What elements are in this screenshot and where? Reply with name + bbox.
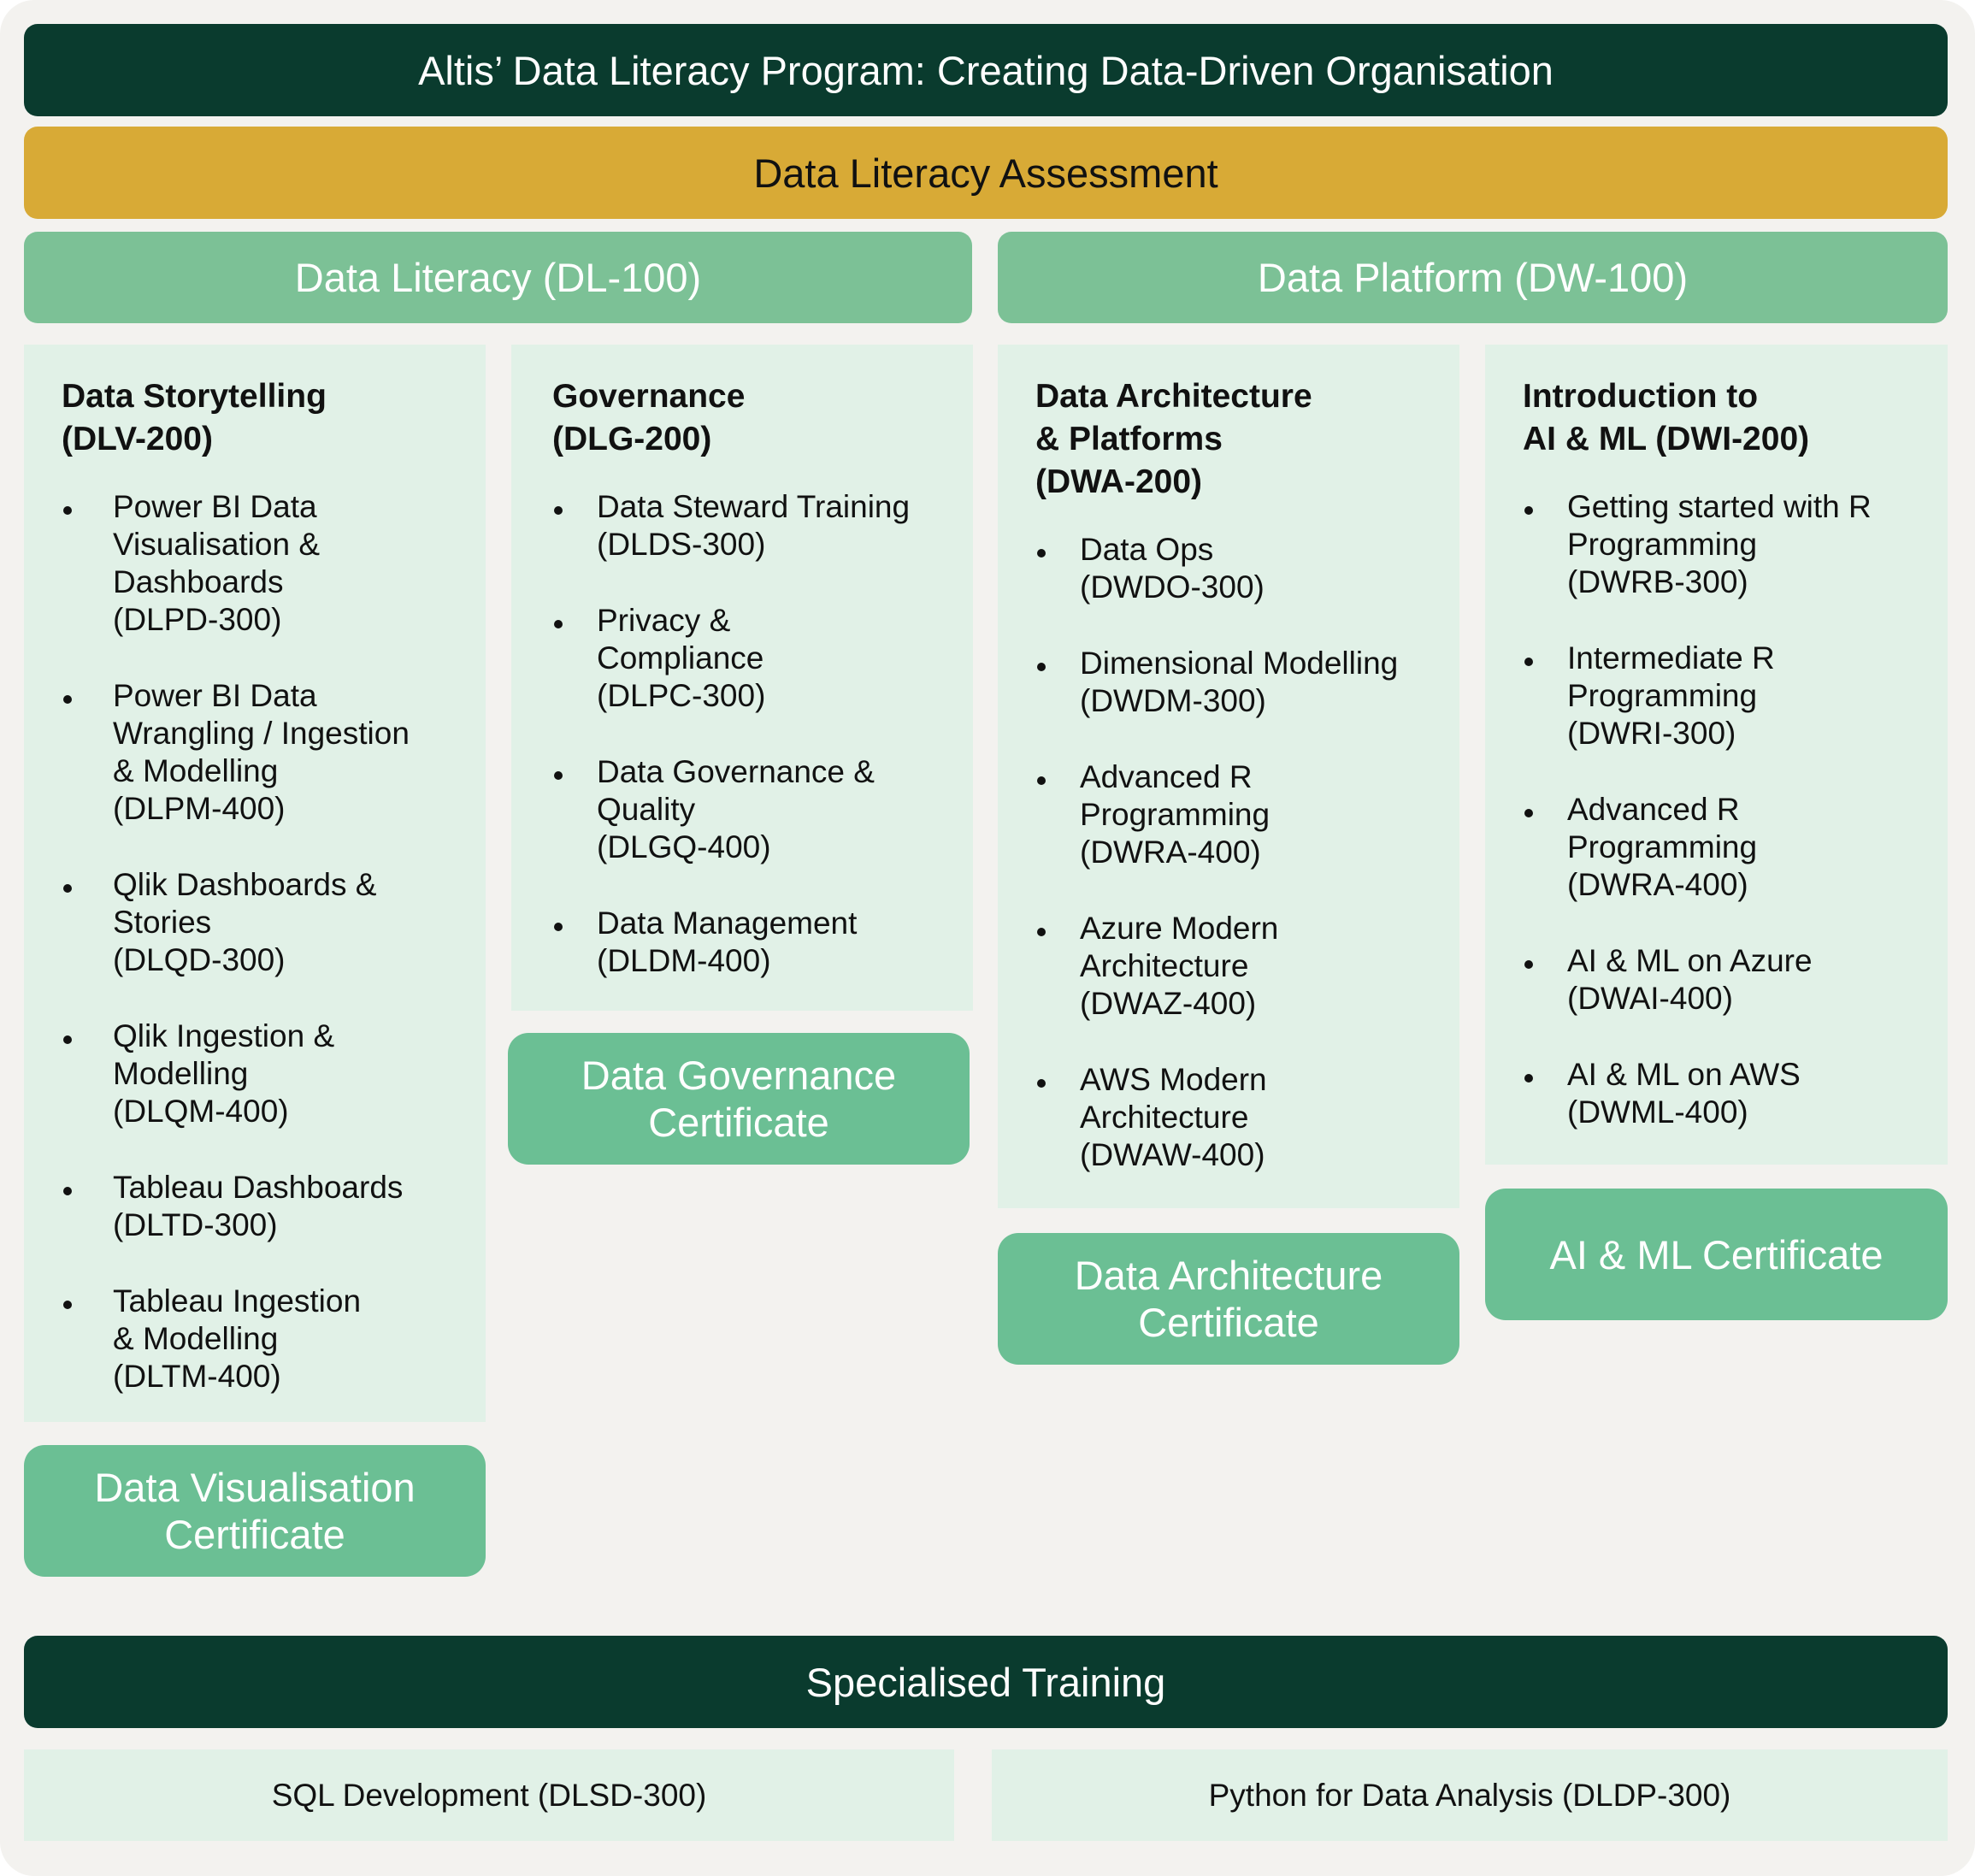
course-item [1035, 1061, 1436, 1174]
course-name: Qlik Ingestion & Modelling [113, 1018, 335, 1091]
course-name: Tableau Dashboards [113, 1170, 404, 1205]
course-item [1035, 910, 1436, 1023]
course-name: Data Ops [1080, 532, 1214, 567]
course-panel-ai-ml [1485, 345, 1948, 1165]
course-item [1523, 791, 1924, 904]
course-name: Azure Modern Architecture [1080, 911, 1279, 983]
course-code: (DWRA-400) [1567, 867, 1748, 902]
course-item [552, 753, 949, 866]
course-item [62, 488, 462, 639]
course-code: (DLDS-300) [597, 527, 766, 562]
course-name: Dimensional Modelling [1080, 646, 1399, 681]
module-title: Governance (DLG-200) [552, 378, 746, 457]
course-code: (DLGQ-400) [597, 829, 771, 864]
course-list [1523, 488, 1924, 1131]
course-item [62, 677, 462, 828]
specialised-course: SQL Development (DLSD-300) [24, 1749, 954, 1841]
course-item [62, 866, 462, 979]
course-code: (DWML-400) [1567, 1094, 1748, 1130]
course-item [552, 488, 949, 563]
course-name: AI & ML on AWS [1567, 1057, 1801, 1092]
course-name: AI & ML on Azure [1567, 943, 1813, 978]
course-name: Qlik Dashboards & Stories [113, 867, 377, 940]
course-code: (DWAW-400) [1080, 1137, 1265, 1172]
course-item [552, 905, 949, 980]
course-code: (DLTD-300) [113, 1207, 278, 1242]
assessment-banner: Data Literacy Assessment [24, 127, 1948, 219]
course-item [1035, 645, 1436, 720]
module-title: Data Storytelling (DLV-200) [62, 378, 327, 457]
course-panel-storytelling [24, 345, 486, 1422]
course-list [552, 488, 949, 980]
course-name: Advanced R Programming [1567, 792, 1758, 864]
course-code: (DWRI-300) [1567, 716, 1736, 751]
course-name: Privacy & Compliance [597, 603, 764, 675]
course-name: Data Management [597, 906, 858, 941]
course-code: (DLTM-400) [113, 1359, 281, 1394]
course-name: Intermediate R Programming [1567, 640, 1775, 713]
course-code: (DLPC-300) [597, 678, 766, 713]
course-name: Tableau Ingestion & Modelling [113, 1283, 362, 1356]
course-code: (DWRA-400) [1080, 835, 1261, 870]
course-code: (DWRB-300) [1567, 564, 1748, 599]
course-name: Advanced R Programming [1080, 759, 1270, 832]
course-code: (DLDM-400) [597, 943, 771, 978]
course-item [62, 1283, 462, 1395]
course-code: (DLPM-400) [113, 791, 286, 826]
course-panel-architecture [998, 345, 1459, 1208]
course-code: (DWAI-400) [1567, 981, 1733, 1016]
specialised-training-banner: Specialised Training [24, 1636, 1948, 1728]
course-item [1523, 640, 1924, 752]
certificate-data-governance: Data Governance Certificate [508, 1033, 970, 1165]
course-code: (DLQD-300) [113, 942, 286, 977]
course-name: AWS Modern Architecture [1080, 1062, 1267, 1135]
course-item [1035, 758, 1436, 871]
course-item [1523, 1056, 1924, 1131]
course-item [1035, 531, 1436, 606]
specialised-course: Python for Data Analysis (DLDP-300) [992, 1749, 1948, 1841]
course-item [1523, 942, 1924, 1018]
course-name: Data Governance & Quality [597, 754, 875, 827]
certificate-ai-ml: AI & ML Certificate [1485, 1189, 1948, 1320]
course-code: (DLPD-300) [113, 602, 282, 637]
module-title: Introduction to AI & ML (DWI-200) [1523, 378, 1810, 457]
program-title: Altis’ Data Literacy Program: Creating Data-Driven Organisation [24, 24, 1948, 116]
course-code: (DWDO-300) [1080, 569, 1265, 605]
course-item [62, 1018, 462, 1130]
course-list [1035, 531, 1436, 1174]
course-name: Getting started with R Programming [1567, 489, 1872, 562]
course-item [552, 602, 949, 715]
course-code: (DWAZ-400) [1080, 986, 1257, 1021]
certificate-data-architecture: Data Architecture Certificate [998, 1233, 1459, 1365]
track-data-literacy: Data Literacy (DL-100) [24, 232, 972, 323]
course-name: Power BI Data Visualisation & Dashboards [113, 489, 321, 599]
track-data-platform: Data Platform (DW-100) [998, 232, 1948, 323]
module-title: Data Architecture & Platforms (DWA-200) [1035, 378, 1312, 500]
course-code: (DLQM-400) [113, 1094, 289, 1129]
course-panel-governance [511, 345, 973, 1011]
course-name: Data Steward Training [597, 489, 911, 524]
course-code: (DWDM-300) [1080, 683, 1266, 718]
course-name: Power BI Data Wrangling / Ingestion & Modelling [113, 678, 410, 788]
certificate-data-visualisation: Data Visualisation Certificate [24, 1445, 486, 1577]
course-list [62, 488, 462, 1395]
course-item [1523, 488, 1924, 601]
course-item [62, 1169, 462, 1244]
